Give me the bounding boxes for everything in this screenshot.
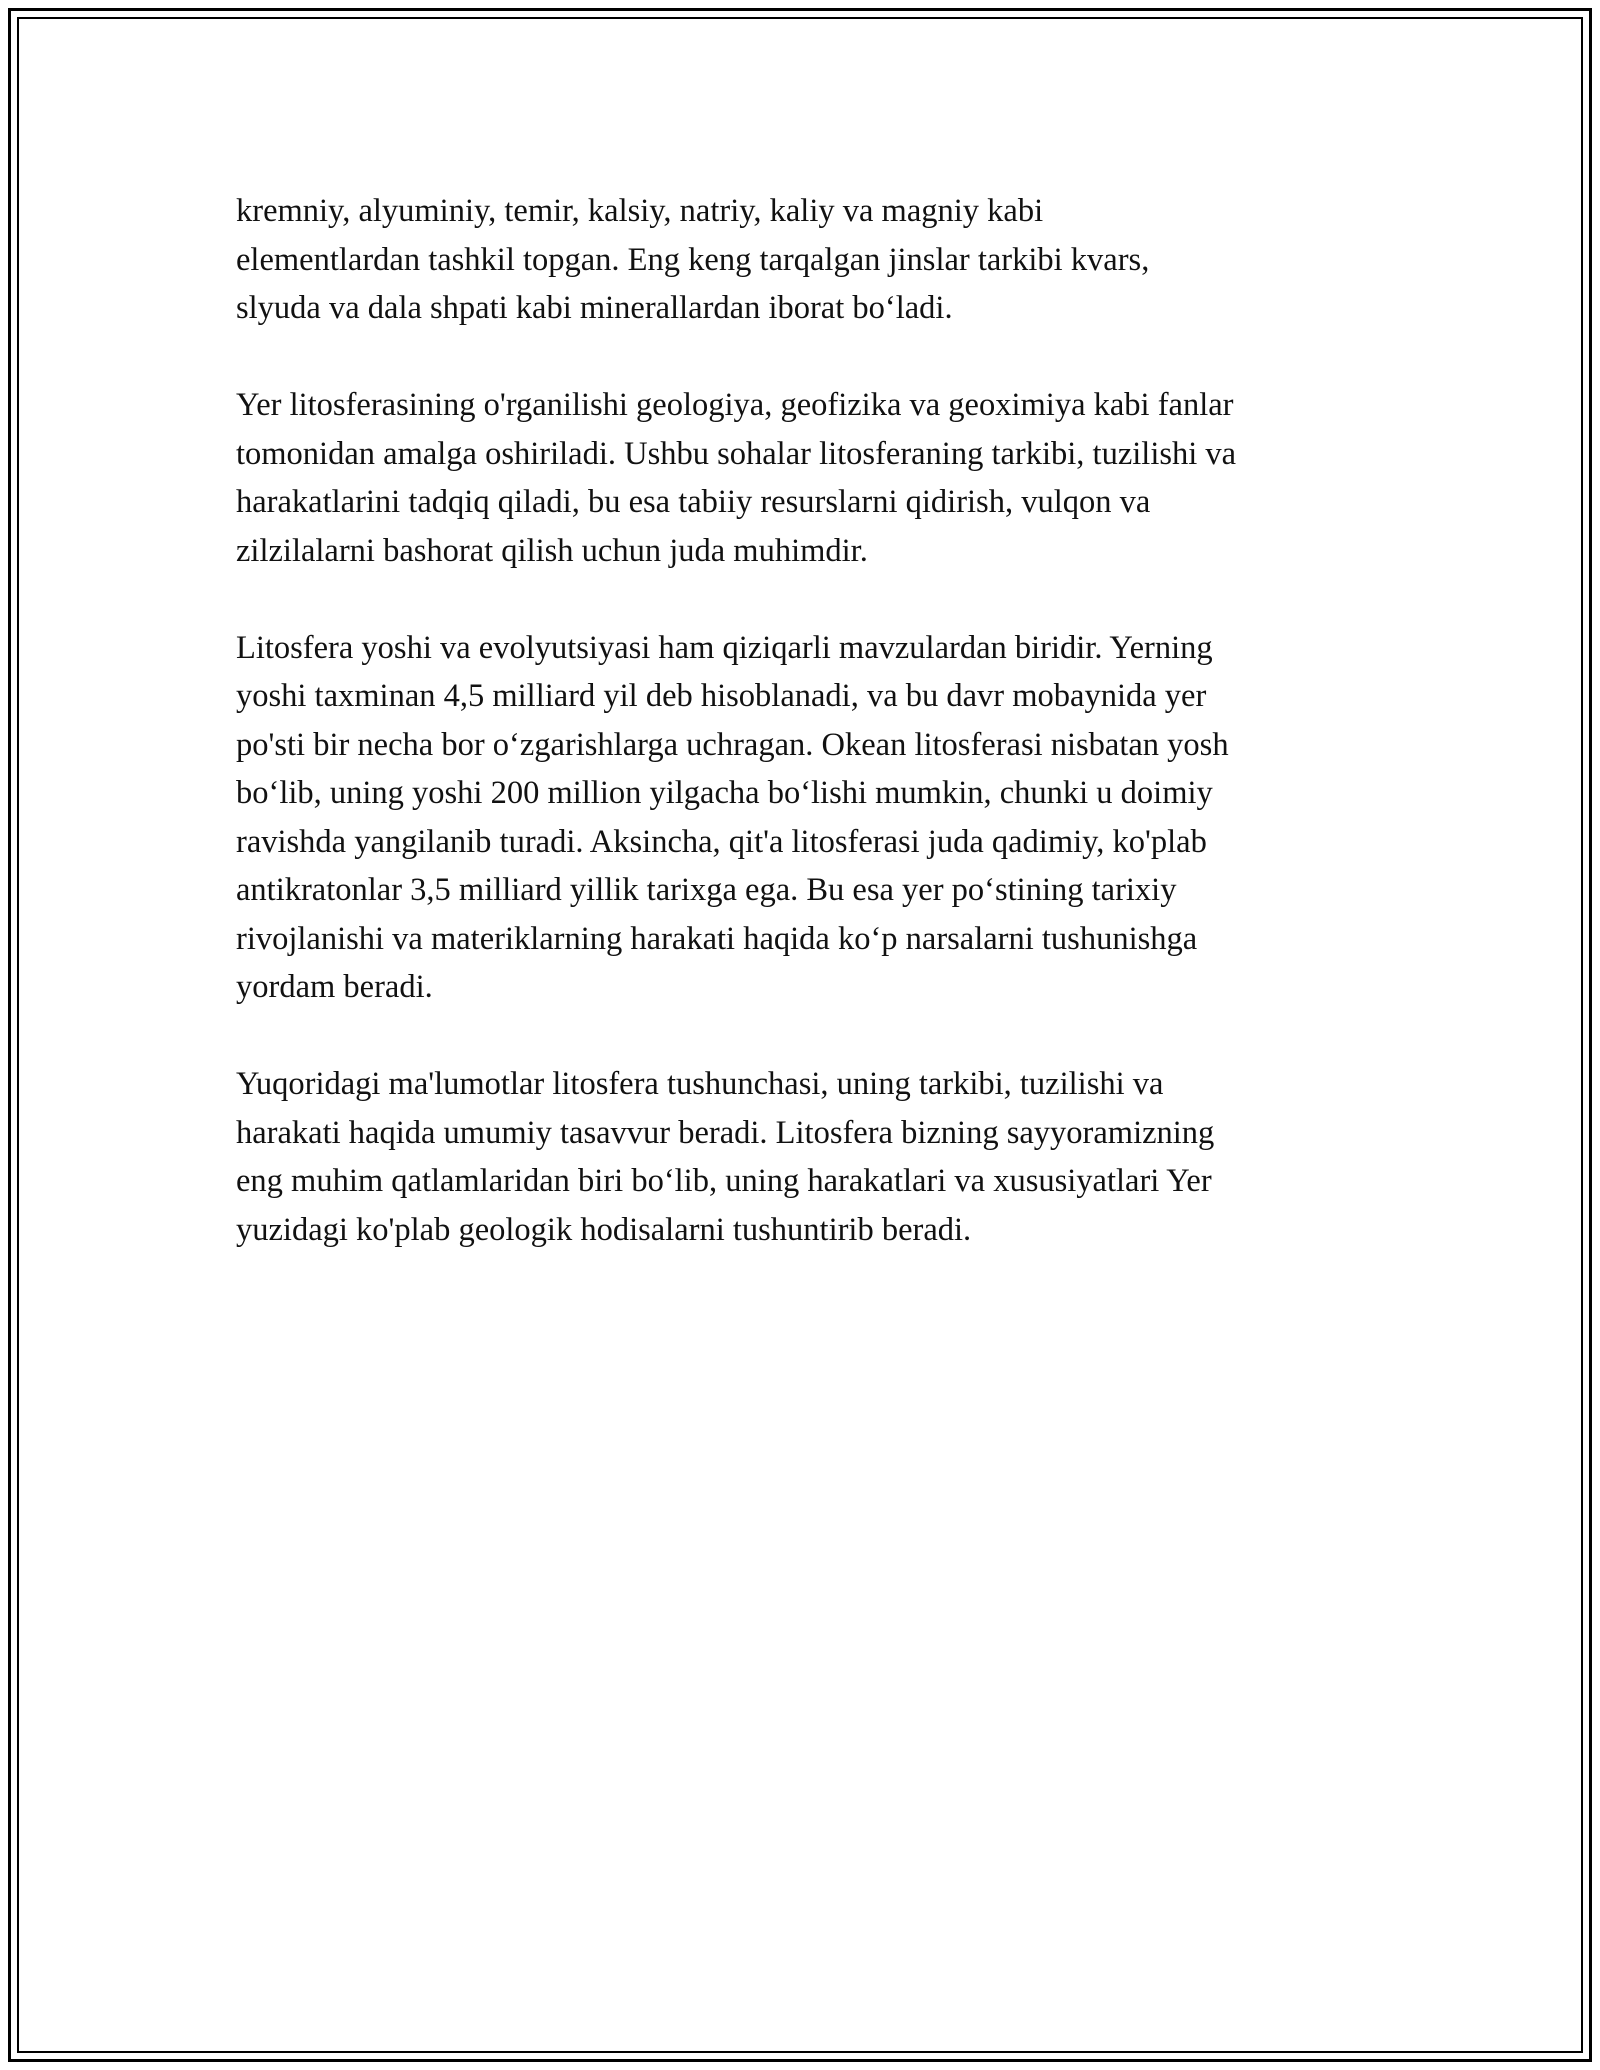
document-body	[236, 187, 1386, 1303]
text-line: elementlardan tashkil topgan. Eng keng tarqalgan jinslar tarkibi kvars,	[236, 241, 1150, 278]
text-line: ravishda yangilanib turadi. Aksincha, qit'a litosferasi juda qadimiy, ko'plab	[236, 823, 1207, 860]
text-line: rivojlanishi va materiklarning harakati haqida ko‘p narsalarni tushunishga	[236, 920, 1198, 957]
text-line: po'sti bir necha bor o‘zgarishlarga uchragan. Okean litosferasi nisbatan yosh	[236, 726, 1229, 763]
text-line: harakati haqida umumiy tasavvur beradi. Litosfera bizning sayyoramizning	[236, 1114, 1215, 1151]
text-line: zilzilalarni bashorat qilish uchun juda muhimdir.	[236, 532, 868, 569]
text-line: yuzidagi ko'plab geologik hodisalarni tushuntirib beradi.	[236, 1211, 972, 1248]
text-line: bo‘lib, uning yoshi 200 million yilgacha bo‘lishi mumkin, chunki u doimiy	[236, 775, 1213, 811]
text-line: tomonidan amalga oshiriladi. Ushbu sohalar litosferaning tarkibi, tuzilishi va	[236, 435, 1237, 472]
text-line: yoshi taxminan 4,5 milliard yil deb hisoblanadi, va bu davr mobaynida yer	[236, 678, 1207, 714]
text-line: harakatlarini tadqiq qiladi, bu esa tabiiy resurslarni qidirish, vulqon va	[236, 484, 1151, 520]
text-line: Litosfera yoshi va evolyutsiyasi ham qiziqarli mavzulardan biridir. Yerning	[236, 629, 1213, 666]
text-line: eng muhim qatlamlaridan biri bo‘lib, uning harakatlari va xususiyatlari Yer	[236, 1163, 1212, 1199]
paragraph-3	[236, 624, 1386, 1012]
paragraph-1	[236, 187, 1386, 333]
text-line: antikratonlar 3,5 milliard yillik tarixga ega. Bu esa yer po‘stining tarixiy	[236, 872, 1177, 908]
text-line: yordam beradi.	[236, 969, 433, 1005]
paragraph-4	[236, 1060, 1386, 1254]
text-line: Yer litosferasining o'rganilishi geologiya, geofizika va geoximiya kabi fanlar	[236, 387, 1234, 423]
text-line: slyuda va dala shpati kabi minerallardan iborat bo‘ladi.	[236, 290, 953, 326]
paragraph-2	[236, 381, 1386, 575]
text-line: kremniy, alyuminiy, temir, kalsiy, natriy, kaliy va magniy kabi	[236, 193, 1044, 229]
text-line: Yuqoridagi ma'lumotlar litosfera tushunchasi, uning tarkibi, tuzilishi va	[236, 1066, 1164, 1102]
